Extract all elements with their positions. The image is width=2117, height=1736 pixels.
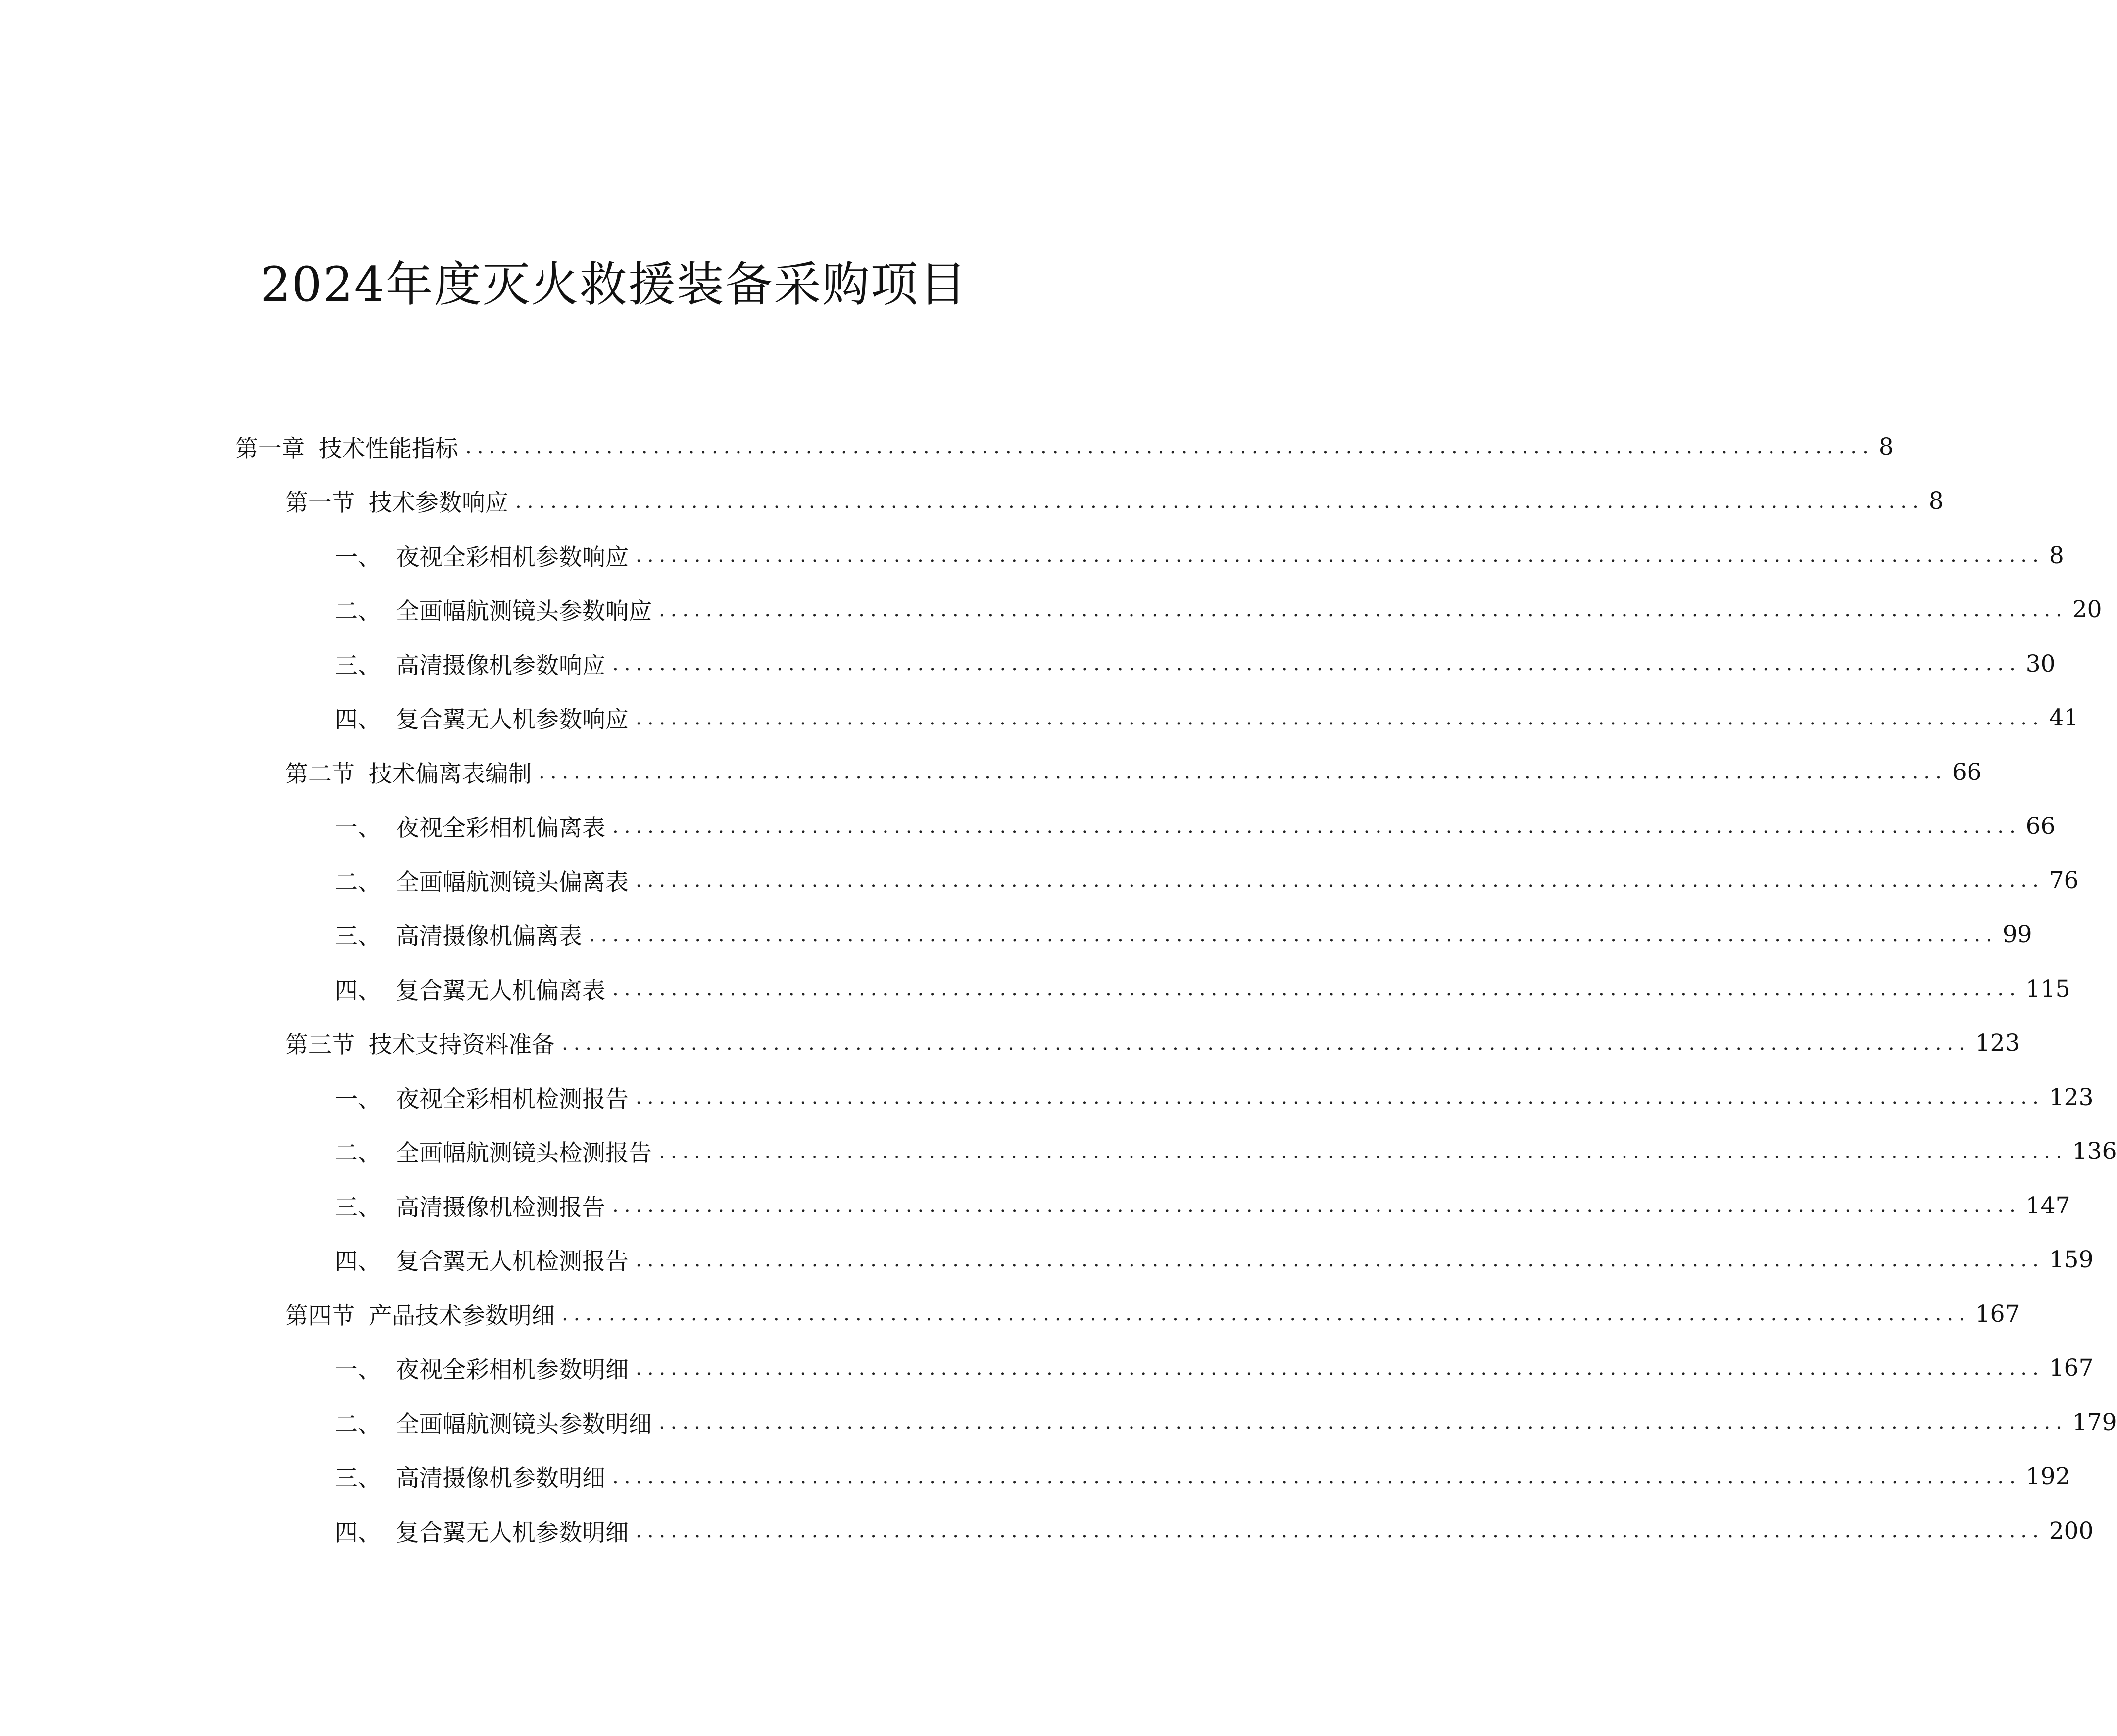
toc-page-number: 167 (2049, 1354, 2094, 1382)
toc-entry-number: 一、 (335, 1085, 381, 1113)
toc-entry-title: 产品技术参数明细 (369, 1302, 555, 1330)
toc-entry[interactable] (285, 1016, 2020, 1070)
document-title: 2024年度灭火救援装备采购项目 (260, 257, 968, 312)
toc-entry-number: 第四节 (285, 1302, 355, 1330)
toc-entry[interactable] (335, 528, 2064, 582)
toc-entry[interactable] (335, 1233, 2094, 1287)
toc-dot-leader: ........................................................................................................................ (636, 1356, 2044, 1380)
toc-entry[interactable] (335, 1070, 2094, 1124)
toc-dot-leader: ........................................................................................................................ (636, 869, 2044, 892)
toc-page-number: 66 (2025, 813, 2056, 840)
toc-dot-leader: ........................................................................................................................ (636, 1086, 2044, 1109)
toc-page-number: 20 (2072, 596, 2102, 623)
toc-entry-title: 高清摄像机参数明细 (396, 1465, 605, 1492)
toc-entry-title: 技术偏离表编制 (369, 760, 532, 788)
toc-entry-number: 一、 (335, 543, 381, 571)
toc-entry[interactable] (285, 745, 1982, 799)
toc-entry-number: 三、 (335, 652, 381, 679)
toc-entry-title: 全画幅航测镜头参数明细 (396, 1410, 652, 1438)
toc-entry[interactable] (335, 1124, 2117, 1179)
toc-page-number: 41 (2049, 704, 2079, 731)
toc-dot-leader: ........................................................................................................................ (465, 435, 1874, 458)
toc-entry-number: 二、 (335, 598, 381, 625)
toc-entry-number: 四、 (335, 1248, 381, 1275)
toc-dot-leader: ........................................................................................................................ (612, 652, 2021, 675)
toc-page-number: 8 (1878, 433, 1894, 461)
toc-entry[interactable] (335, 853, 2079, 908)
toc-entry-number: 一、 (335, 1356, 381, 1384)
toc-dot-leader: ........................................................................................................................ (659, 1140, 2068, 1163)
toc-dot-leader: ........................................................................................................................ (636, 706, 2044, 729)
toc-entry[interactable] (335, 962, 2070, 1016)
toc-dot-leader: ........................................................................................................................ (612, 1194, 2021, 1217)
toc-page-number: 179 (2072, 1408, 2117, 1436)
toc-entry[interactable] (335, 799, 2056, 854)
toc-entry-number: 三、 (335, 923, 381, 950)
toc-entry-title: 夜视全彩相机偏离表 (396, 815, 605, 842)
toc-page-number: 147 (2025, 1192, 2070, 1219)
toc-entry-title: 夜视全彩相机检测报告 (396, 1085, 629, 1113)
toc-entry[interactable] (335, 1178, 2070, 1233)
toc-page-number: 8 (1928, 487, 1944, 515)
toc-dot-leader: ........................................................................................................................ (636, 1519, 2044, 1542)
toc-dot-leader: ........................................................................................................................ (562, 1031, 1970, 1055)
toc-page-number: 200 (2049, 1517, 2094, 1544)
toc-page-number: 123 (2049, 1083, 2094, 1111)
toc-dot-leader: ........................................................................................................................ (562, 1302, 1970, 1325)
toc-dot-leader: ........................................................................................................................ (515, 489, 1924, 513)
toc-entry-title: 技术参数响应 (369, 489, 508, 517)
toc-dot-leader: ........................................................................................................................ (612, 815, 2021, 838)
toc-entry-number: 第一节 (285, 489, 355, 517)
toc-entry-title: 技术性能指标 (319, 435, 458, 463)
toc-entry-title: 复合翼无人机偏离表 (396, 977, 605, 1005)
toc-entry-number: 二、 (335, 1140, 381, 1167)
toc-page-number: 123 (1975, 1029, 2020, 1057)
toc-dot-leader: ........................................................................................................................ (636, 1248, 2044, 1271)
toc-dot-leader: ........................................................................................................................ (659, 1411, 2068, 1434)
toc-entry-title: 复合翼无人机参数明细 (396, 1519, 629, 1546)
toc-entry-number: 三、 (335, 1465, 381, 1492)
toc-entry[interactable] (335, 1449, 2070, 1504)
toc-entry-number: 四、 (335, 1519, 381, 1546)
toc-entry-title: 复合翼无人机参数响应 (396, 706, 629, 733)
toc-entry[interactable] (335, 582, 2102, 637)
toc-entry[interactable] (235, 420, 1894, 474)
toc-entry-title: 夜视全彩相机参数明细 (396, 1356, 629, 1384)
toc-entry-title: 全画幅航测镜头偏离表 (396, 868, 629, 896)
toc-dot-leader: ........................................................................................................................ (539, 761, 1947, 783)
toc-dot-leader: ........................................................................................................................ (659, 598, 2068, 621)
toc-page-number: 136 (2072, 1138, 2117, 1165)
toc-entry-title: 夜视全彩相机参数响应 (396, 543, 629, 571)
toc-entry-number: 四、 (335, 977, 381, 1005)
toc-entry[interactable] (335, 1503, 2094, 1558)
toc-entry-number: 二、 (335, 1410, 381, 1438)
toc-dot-leader: ........................................................................................................................ (612, 1465, 2021, 1488)
toc-page-number: 66 (1952, 758, 1982, 786)
toc-entry-title: 技术支持资料准备 (369, 1031, 555, 1059)
toc-entry-title: 高清摄像机检测报告 (396, 1194, 605, 1221)
toc-entry-number: 第三节 (285, 1031, 355, 1059)
toc-entry-number: 二、 (335, 868, 381, 896)
toc-page-number: 115 (2025, 975, 2070, 1003)
toc-page-number: 167 (1975, 1300, 2020, 1328)
toc-entry-number: 一、 (335, 815, 381, 842)
toc-entry-number: 四、 (335, 706, 381, 733)
toc-page-number: 30 (2025, 650, 2056, 677)
toc-entry[interactable] (285, 474, 1944, 529)
toc-entry-title: 全画幅航测镜头参数响应 (396, 598, 652, 625)
toc-entry-number: 三、 (335, 1194, 381, 1221)
toc-entry-title: 高清摄像机参数响应 (396, 652, 605, 679)
toc-entry[interactable] (285, 1287, 2020, 1341)
toc-entry-title: 复合翼无人机检测报告 (396, 1248, 629, 1275)
toc-entry-title: 高清摄像机偏离表 (396, 923, 582, 950)
toc-entry[interactable] (335, 636, 2056, 691)
toc-page-number: 99 (2002, 921, 2032, 948)
toc-entry[interactable] (335, 908, 2032, 962)
toc-page-number: 192 (2025, 1463, 2070, 1490)
toc-dot-leader: ........................................................................................................................ (589, 923, 1998, 946)
toc-entry[interactable] (335, 691, 2079, 745)
toc-entry[interactable] (335, 1395, 2117, 1449)
toc-dot-leader: ........................................................................................................................ (636, 544, 2044, 567)
toc-dot-leader: ........................................................................................................................ (612, 977, 2021, 1000)
toc-entry-number: 第二节 (285, 760, 355, 788)
toc-entry[interactable] (335, 1341, 2094, 1396)
toc-entry-number: 第一章 (235, 435, 305, 463)
toc-page-number: 159 (2049, 1246, 2094, 1273)
toc-entry-title: 全画幅航测镜头检测报告 (396, 1140, 652, 1167)
toc-page-number: 76 (2049, 867, 2079, 894)
toc-page-number: 8 (2049, 541, 2064, 569)
